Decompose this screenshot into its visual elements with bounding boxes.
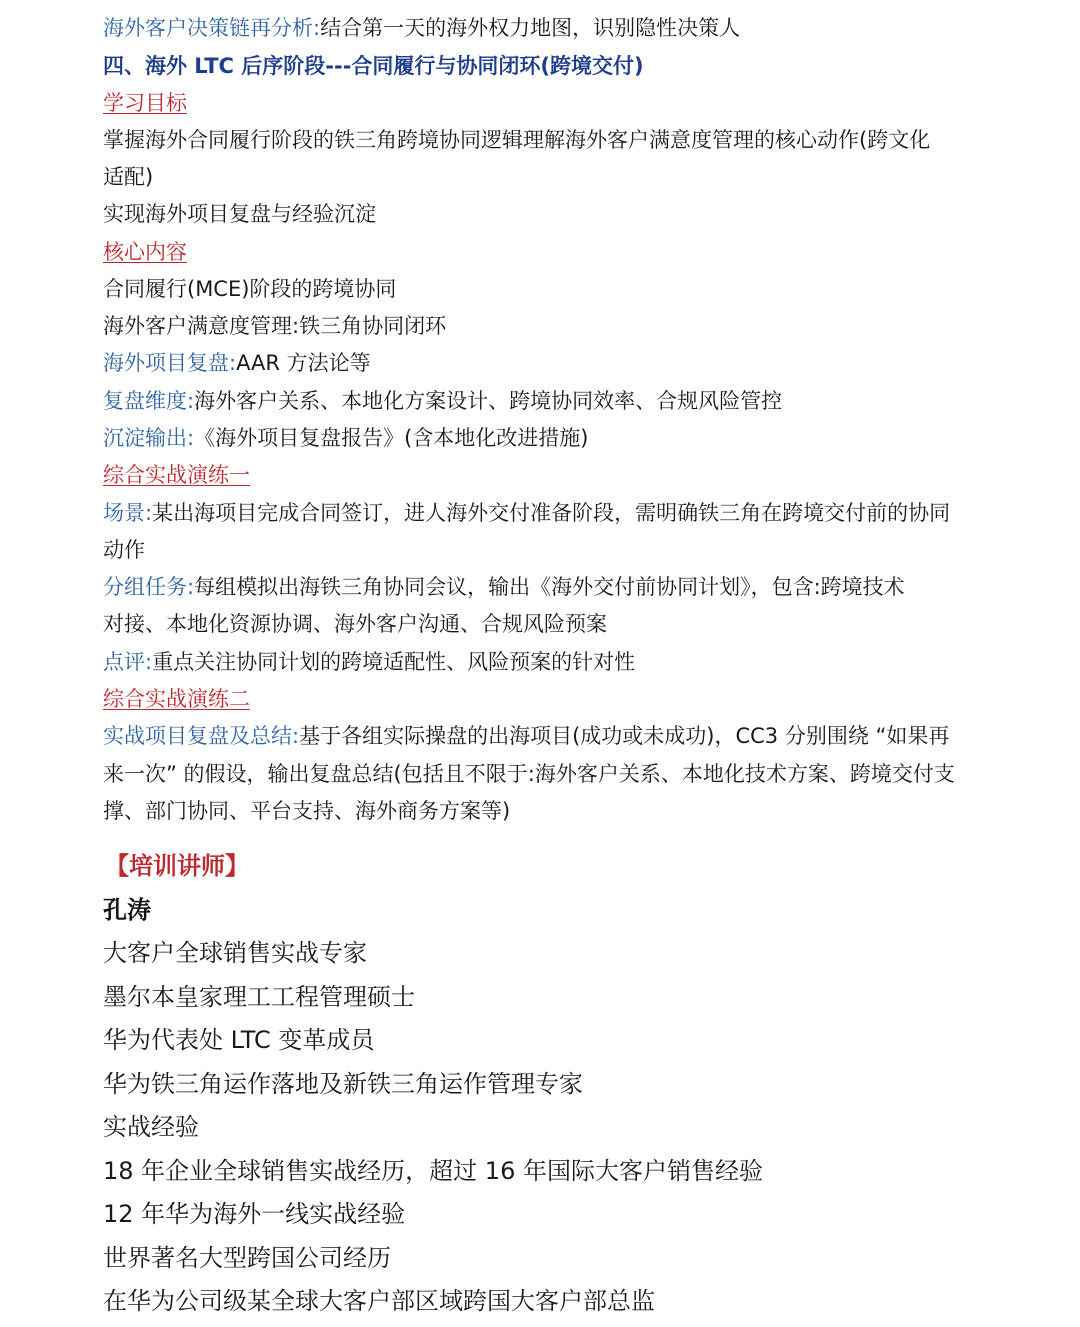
summary-label: 实战项目复盘及总结: — [103, 724, 300, 748]
bio-line: 华为代表处 LTC 变革成员 — [103, 1026, 375, 1054]
bio-line: 华为铁三角运作落地及新铁三角运作管理专家 — [103, 1070, 583, 1098]
trainer-section-title: 【培训讲师】 — [105, 852, 249, 880]
output-label: 沉淀输出: — [103, 426, 195, 450]
bio-line: 墨尔本皇家理工工程管理硕士 — [103, 983, 415, 1011]
summary-text-c: 撑、部门协同、平台支持、海外商务方案等) — [103, 799, 511, 823]
output-line — [103, 424, 588, 452]
bio-line: 在华为公司级某全球大客户部区域跨国大客户部总监 — [103, 1287, 655, 1315]
bio-line: 实战经验 — [103, 1113, 199, 1141]
review-line — [103, 349, 371, 377]
goal-line-1b: 适配) — [103, 165, 154, 189]
core-item-2: 海外客户满意度管理:铁三角协同闭环 — [103, 314, 447, 338]
bio-line: 大客户全球销售实战专家 — [103, 939, 367, 967]
decision-chain-text: 结合第一天的海外权力地图，识别隐性决策人 — [320, 16, 741, 40]
dimension-line — [103, 387, 782, 415]
summary-line-a — [103, 722, 949, 750]
trainer-name: 孔涛 — [103, 896, 151, 924]
dimension-label: 复盘维度: — [103, 389, 195, 413]
review-label: 海外项目复盘: — [103, 351, 237, 375]
dimension-text: 海外客户关系、本地化方案设计、跨境协同效率、合规风险管控 — [194, 389, 783, 413]
core-item-1: 合同履行(MCE)阶段的跨境协同 — [103, 277, 397, 301]
comment-line — [103, 648, 635, 676]
scene-text-a: 某出海项目完成合同签订，进人海外交付准备阶段，需明确铁三角在跨境交付前的协同 — [152, 501, 951, 525]
scene-text-b: 动作 — [103, 538, 145, 562]
comment-label: 点评: — [103, 650, 153, 674]
bio-line: 世界著名大型跨国公司经历 — [103, 1244, 391, 1272]
bio-line: 12 年华为海外一线实战经验 — [103, 1200, 406, 1228]
summary-text-b: 来一次” 的假设，输出复盘总结(包括且不限于:海外客户关系、本地化技术方案、跨境交付支 — [103, 762, 955, 786]
task-label: 分组任务: — [103, 575, 195, 599]
summary-text-a: 基于各组实际操盘的出海项目(成功或未成功)，CC3 分别围绕 “如果再 — [299, 724, 950, 748]
task-text-b: 对接、本地化资源协调、海外客户沟通、合规风险预案 — [103, 612, 607, 636]
output-text: 《海外项目复盘报告》(含本地化改进措施) — [194, 426, 589, 450]
exercise-2-title: 综合实战演练二 — [103, 687, 250, 711]
goal-line-2: 实现海外项目复盘与经验沉淀 — [103, 202, 376, 226]
review-text: AAR 方法论等 — [236, 351, 371, 375]
goal-line-1a: 掌握海外合同履行阶段的铁三角跨境协同逻辑理解海外客户满意度管理的核心动作(跨文化 — [103, 128, 931, 152]
scene-line-a — [103, 499, 950, 527]
core-content-title: 核心内容 — [103, 240, 187, 264]
decision-chain-label: 海外客户决策链再分析: — [103, 16, 321, 40]
comment-text: 重点关注协同计划的跨境适配性、风险预案的针对性 — [152, 650, 636, 674]
exercise-1-title: 综合实战演练一 — [103, 463, 250, 487]
decision-chain-line — [103, 14, 740, 42]
learning-goals-title: 学习目标 — [103, 91, 187, 115]
scene-label: 场景: — [103, 501, 153, 525]
task-line-a — [103, 573, 905, 601]
task-text-a: 每组模拟出海铁三角协同会议，输出《海外交付前协同计划》，包含:跨境技术 — [194, 575, 905, 599]
bio-line: 18 年企业全球销售实战经历，超过 16 年国际大客户销售经验 — [103, 1157, 763, 1185]
section4-heading: 四、海外 LTC 后序阶段---合同履行与协同闭环(跨境交付) — [103, 54, 644, 78]
